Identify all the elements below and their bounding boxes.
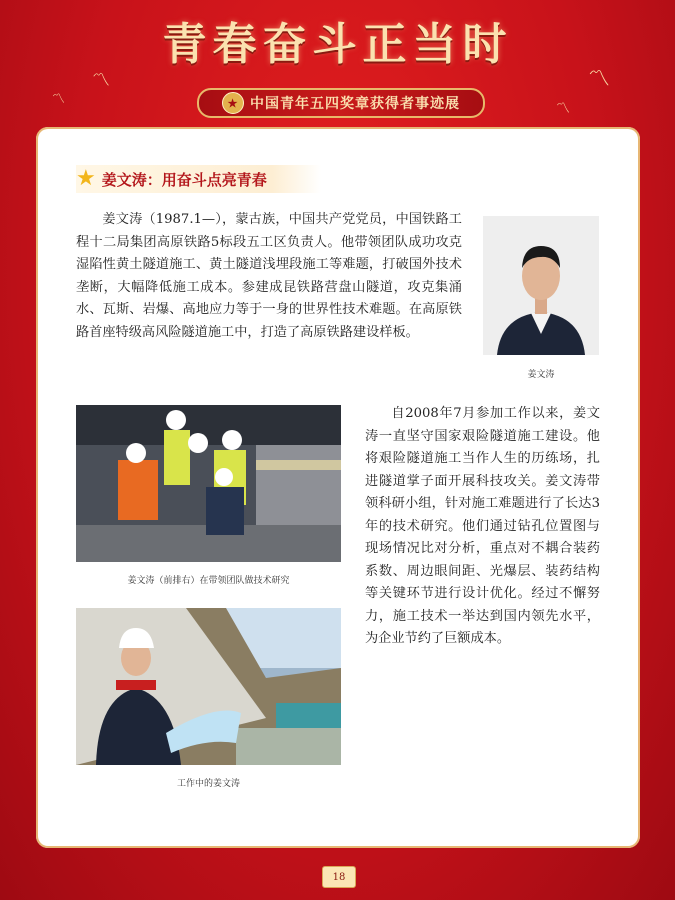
bird-icon: 〽 — [556, 101, 570, 117]
portrait-caption: 姜文涛 — [527, 370, 555, 380]
team-research-photo — [76, 405, 341, 562]
star-icon: ★ — [76, 166, 96, 191]
youth-league-emblem-icon: ★ — [222, 92, 244, 114]
bird-icon: 〽 — [588, 67, 611, 92]
bird-icon: 〽 — [52, 92, 66, 107]
page-title: 青春奋斗正当时 — [162, 19, 513, 70]
page-number: 18 — [322, 866, 356, 888]
intro-paragraph: 姜文涛（1987.1—），蒙古族，中国共产党党员，中国铁路工程十二局集团高原铁路5标段五工区负责人。他带领团队成功攻克湿陷性黄土隧道施工、黄土隧道浅埋段施工等难题，打破国外技术垄断，大幅降低施工成本。参建成昆铁路营盘山隧道，攻克集涌水、瓦斯、岩爆、高地应力等于一身的世界性技术难题。在高原铁路首座特级高风险隧道施工中，打造了高原铁路建设样板。 — [76, 212, 462, 340]
subtitle-banner — [197, 88, 485, 118]
subtitle-text: 中国青年五四奖章获得者事迹展 — [250, 96, 460, 112]
section-heading — [76, 165, 321, 193]
bird-icon: 〽 — [92, 70, 110, 91]
portrait-photo — [483, 216, 599, 355]
section-title: 姜文涛：用奋斗点亮青春 — [101, 170, 267, 189]
career-paragraph: 自2008年7月参加工作以来，姜文涛一直坚守国家艰险隧道施工建设。他将艰险隧道施工当作人生的历练场，扎进隧道掌子面开展科技攻关。姜文涛带领科研小组，针对施工难题进行了长达3年的技术研究。他们通过钻孔位置图与现场情况比对分析，重点对不耦合装药系数、周边眼间距、光爆层、装药结构等关键环节进行设计优化。经过不懈努力，施工技术一举达到国内领先水平，为企业节约了巨额成本。 — [365, 406, 600, 646]
work-photo — [76, 608, 341, 765]
team-photo-caption: 姜文涛（前排右）在带领团队做技术研究 — [127, 576, 290, 586]
work-photo-caption: 工作中的姜文涛 — [176, 779, 240, 789]
